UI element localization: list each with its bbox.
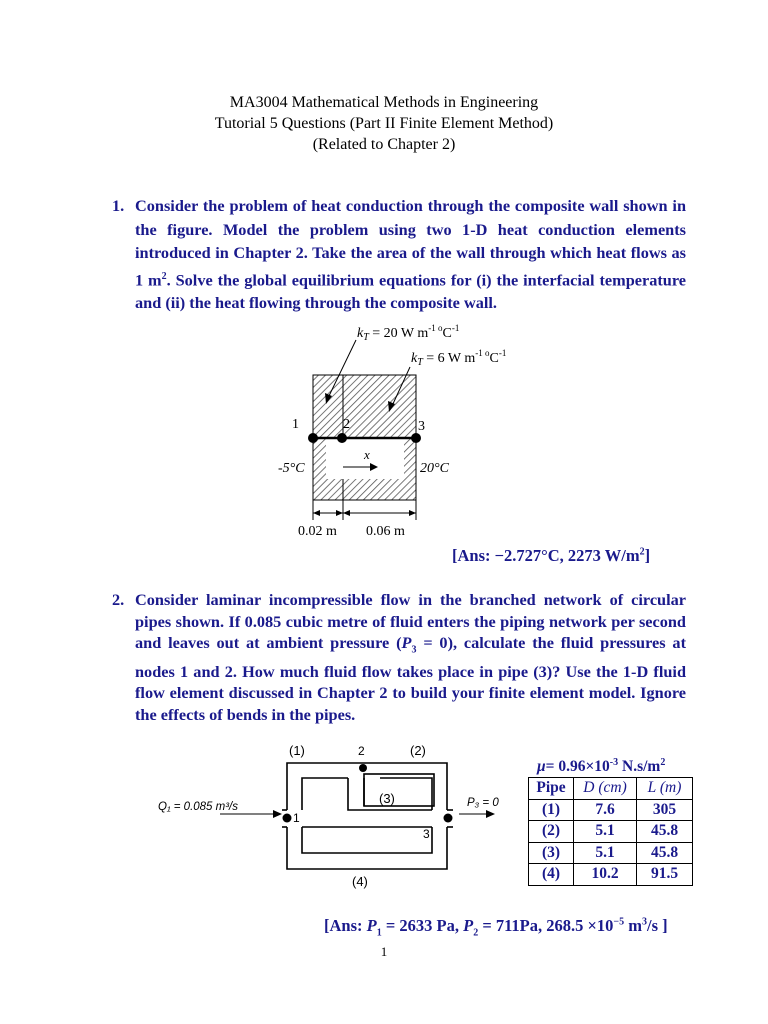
answer-1-end: ] [644, 546, 651, 565]
table-row [529, 842, 693, 864]
node-1-label: 1 [292, 417, 299, 432]
header-pipe: Pipe [529, 778, 574, 800]
pipe-3-label: (3) [379, 791, 395, 806]
header-diameter [574, 778, 637, 800]
answer-2-prefix: [Ans: [324, 916, 367, 935]
table-row [529, 799, 693, 821]
node-2-label: 2 [358, 744, 365, 758]
left-temperature: -5°C [278, 461, 305, 476]
answer-2 [324, 916, 668, 938]
table-cell: 7.6 [574, 799, 637, 821]
inlet-arrowhead [273, 810, 282, 818]
area-exponent: 2 [161, 270, 167, 282]
mu-value: = 0.96×10 [545, 758, 610, 776]
k1-label: $k_T = 20$ W $m^{-1 o}C^{-1}$ [357, 323, 460, 343]
header-length-text: L (m) [647, 779, 682, 797]
p2-symbol: P [463, 916, 474, 935]
node-3-dot [444, 814, 453, 823]
table-cell: 45.8 [637, 842, 693, 864]
p2-subscript: 2 [473, 927, 479, 939]
node-2-label: 2 [343, 417, 350, 432]
table-row [529, 821, 693, 843]
answer-1-text: [Ans: −2.727°C, 2273 W/m [452, 546, 640, 565]
table-cell: (1) [529, 799, 574, 821]
answer-1-exponent: 2 [639, 546, 645, 558]
question-number: 2. [112, 590, 125, 609]
q2-text-part-b: = 0), calculate the fluid pressures at nodes 1 and 2. How much fluid flow takes place in pipe (3)? Use the 1-D fluid flow element discussed in Chapter 2 to build your finite element model. Ignore the effects of bends in the pipes. [135, 633, 686, 724]
table-row [529, 864, 693, 886]
mu-unit-exponent: 2 [660, 757, 666, 768]
outlet-pressure-label: P₃ = 0 [467, 797, 499, 809]
question-number: 1. [112, 196, 125, 215]
p1-subscript: 1 [376, 927, 382, 939]
flow-exponent: −5 [613, 916, 625, 928]
flow-unit-exponent: 3 [642, 916, 647, 928]
answer-2-end: /s ] [647, 916, 668, 935]
q2-text-part-a: Consider laminar incompressible flow in the branched network of circular pipes shown. If 0.085 cubic metre of fluid enters the piping network per second and leaves out at ambient pressure ( [135, 590, 686, 652]
p2-value: = 711Pa, 268.5 ×10 [478, 916, 614, 935]
table-cell: 10.2 [574, 864, 637, 886]
k2-label: $k_T = 6$ W $m^{-1 o}C^{-1}$ [411, 348, 507, 368]
table-cell: 305 [637, 799, 693, 821]
p1-value: = 2633 Pa, [381, 916, 464, 935]
pipe-inner-bottom [302, 827, 432, 853]
outlet-arrowhead [486, 810, 495, 818]
width-layer-2: 0.06 m [366, 524, 405, 539]
right-temperature: 20°C [420, 461, 449, 476]
page-number: 1 [380, 944, 388, 959]
pipe-1-label: (1) [289, 743, 305, 758]
table-cell: 5.1 [574, 821, 637, 843]
table-cell: 91.5 [637, 864, 693, 886]
table-cell: 5.1 [574, 842, 637, 864]
pipe-4-label: (4) [352, 874, 368, 889]
p3-subscript: 3 [411, 644, 417, 656]
node-2-dot [359, 764, 367, 772]
flow-unit: m [624, 916, 642, 935]
table-cell: (3) [529, 842, 574, 864]
table-header-row [529, 778, 693, 800]
pipe-inner-top [302, 778, 348, 810]
table-cell: 45.8 [637, 821, 693, 843]
width-layer-1: 0.02 m [298, 524, 337, 539]
table-cell: (2) [529, 821, 574, 843]
header-length [637, 778, 693, 800]
p1-symbol: P [366, 916, 377, 935]
tutorial-title: Tutorial 5 Questions (Part II Finite Element Method) [214, 115, 554, 132]
node-1-dot [283, 814, 292, 823]
q1-text-part-b: . Solve the global equilibrium equations for (i) the interfacial temperature and (ii) the heat flowing through the composite wall. [135, 269, 686, 313]
pipe-2-label: (2) [410, 743, 426, 758]
q1-text-part-a: Consider the problem of heat conduction through the composite wall shown in the figure. Model the problem using two 1-D heat conduction elements introduced in Chapter 2. Take the area of the wall through which heat flows as 1 m [135, 196, 686, 289]
viscosity-label [537, 757, 665, 776]
p3-symbol: P [401, 633, 412, 652]
header-diameter-text: D (cm) [583, 779, 627, 797]
node-3-label: 3 [418, 419, 425, 434]
pipe-outer-loop [287, 763, 447, 810]
pipe-properties-table [528, 777, 693, 886]
chapter-reference: (Related to Chapter 2) [312, 136, 456, 153]
node-1-label: 1 [293, 811, 300, 825]
mu-symbol: μ [537, 758, 546, 776]
mu-unit: N.s/m [618, 758, 661, 776]
inflow-label: Q₁ = 0.085 m³/s [158, 801, 239, 813]
x-label: x [364, 447, 370, 462]
mu-exponent: -3 [609, 757, 619, 768]
table-cell: (4) [529, 864, 574, 886]
node-3-label: 3 [423, 827, 430, 841]
course-title: MA3004 Mathematical Methods in Engineering [229, 94, 539, 111]
